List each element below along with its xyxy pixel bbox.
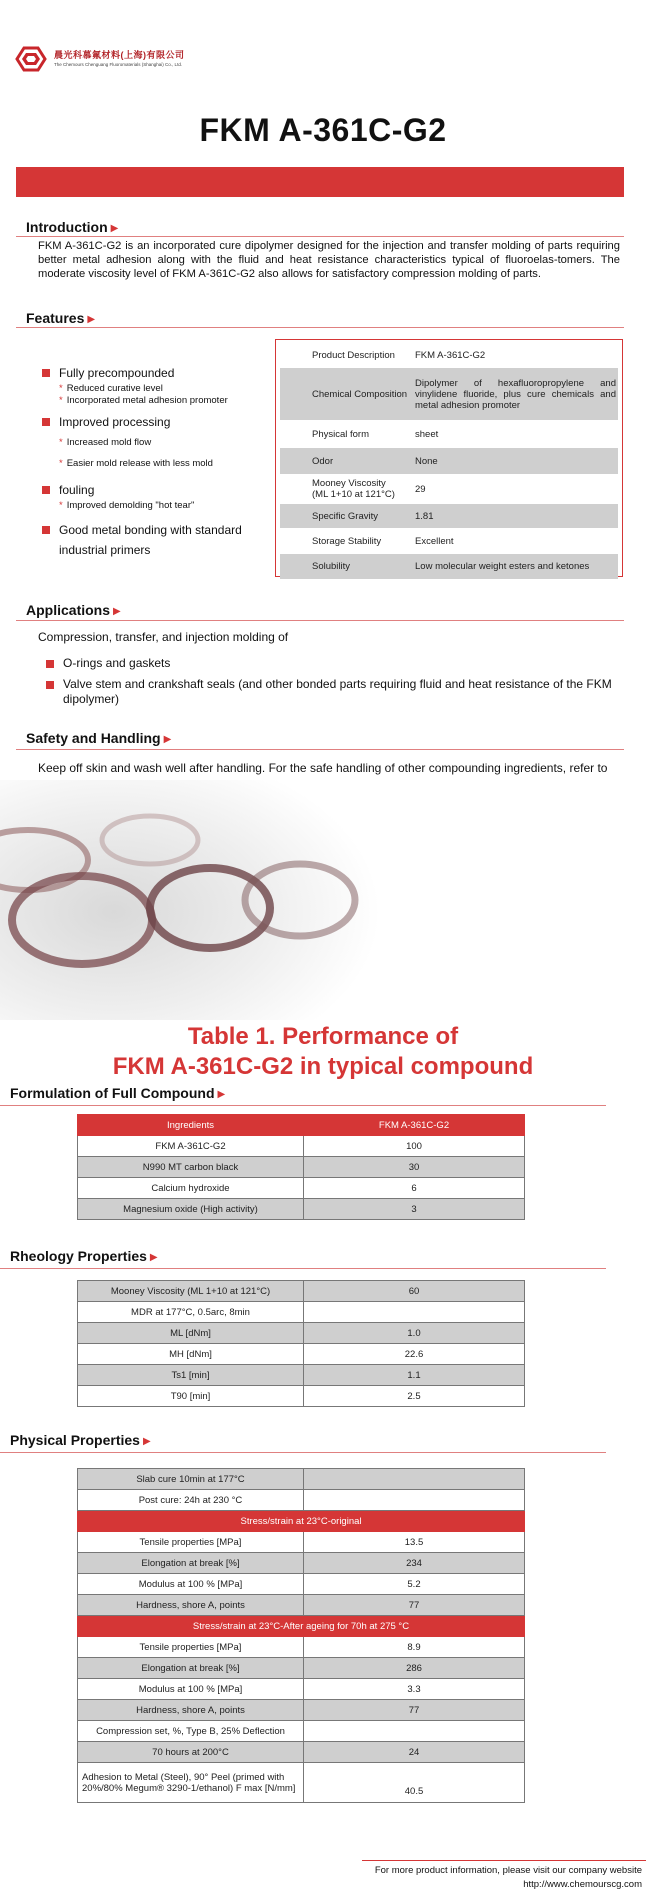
table-row xyxy=(78,1157,525,1178)
page-title: FKM A-361C-G2 xyxy=(199,112,447,148)
feature-label: Fully precompounded xyxy=(59,366,175,380)
application-item xyxy=(46,656,616,671)
table-cell: Modulus at 100 % [MPa] xyxy=(78,1679,304,1700)
table-cell: T90 [min] xyxy=(78,1386,304,1407)
divider xyxy=(16,327,624,328)
table-cell: 8.9 xyxy=(304,1637,525,1658)
bullet-icon xyxy=(42,369,50,377)
arrow-right-icon: ▶ xyxy=(163,734,172,745)
safety-heading xyxy=(26,730,171,746)
info-value: Excellent xyxy=(415,535,454,547)
info-row xyxy=(280,474,618,504)
bullet-icon xyxy=(46,660,54,668)
table-row xyxy=(78,1323,525,1344)
table-cell: MH [dNm] xyxy=(78,1344,304,1365)
table-cell: N990 MT carbon black xyxy=(78,1157,304,1178)
info-key: Solubility xyxy=(312,561,351,572)
bullet-icon xyxy=(42,486,50,494)
table-row xyxy=(78,1344,525,1365)
table-cell: Elongation at break [%] xyxy=(78,1553,304,1574)
bullet-icon xyxy=(46,681,54,689)
table-cell: 77 xyxy=(304,1700,525,1721)
bullet-icon xyxy=(42,418,50,426)
info-key: Odor xyxy=(312,455,334,467)
table-section-cell: Stress/strain at 23°C-After ageing for 70h at 275 °C xyxy=(78,1616,525,1637)
table-header-cell: Ingredients xyxy=(78,1115,304,1136)
arrow-right-icon: ▶ xyxy=(110,223,119,234)
application-label: Valve stem and crankshaft seals (and other bonded parts requiring fluid and heat resistance of the FKM dipolymer) xyxy=(63,677,612,706)
table-cell xyxy=(304,1721,525,1742)
table-cell: Ts1 [min] xyxy=(78,1365,304,1386)
info-row xyxy=(280,504,618,528)
table-row xyxy=(78,1553,525,1574)
arrow-right-icon: ▶ xyxy=(217,1089,226,1100)
feature-item: fouling * Improved demolding "hot tear" xyxy=(42,481,194,512)
features-heading-label: Features xyxy=(26,310,85,326)
table-cell: 3.3 xyxy=(304,1679,525,1700)
table-cell: 77 xyxy=(304,1595,525,1616)
arrow-right-icon: ▶ xyxy=(149,1252,158,1263)
feature-sub-label: Reduced curative level xyxy=(66,383,163,394)
info-key: Product Description xyxy=(312,350,395,361)
table-cell: Post cure: 24h at 230 °C xyxy=(78,1490,304,1511)
table-cell: Tensile properties [MPa] xyxy=(78,1532,304,1553)
table-cell: Hardness, shore A, points xyxy=(78,1700,304,1721)
table-row xyxy=(78,1637,525,1658)
info-value: sheet xyxy=(415,428,439,440)
footer-divider xyxy=(362,1860,646,1861)
introduction-heading-label: Introduction xyxy=(26,219,108,235)
footer-website-link[interactable]: http://www.chemourscg.com xyxy=(523,1879,642,1890)
table-section-row xyxy=(78,1616,525,1637)
feature-item: Improved processing * Increased mold flow * Easier mold release with less mold xyxy=(42,413,213,470)
info-row xyxy=(280,554,618,579)
table-section-row xyxy=(78,1511,525,1532)
introduction-heading xyxy=(26,219,118,235)
table-cell: 13.5 xyxy=(304,1532,525,1553)
formulation-heading-label: Formulation of Full Compound xyxy=(10,1085,215,1101)
arrow-right-icon: ▶ xyxy=(87,314,96,325)
table-cell: ML [dNm] xyxy=(78,1323,304,1344)
arrow-right-icon: ▶ xyxy=(142,1436,151,1447)
table-row xyxy=(78,1302,525,1323)
table-row xyxy=(78,1595,525,1616)
rheology-heading xyxy=(10,1248,158,1264)
info-value: 29 xyxy=(415,483,426,495)
table-title-line: Table 1. Performance of xyxy=(187,1023,459,1050)
table-cell: MDR at 177°C, 0.5arc, 8min xyxy=(78,1302,304,1323)
table-row xyxy=(78,1742,525,1763)
table-row xyxy=(78,1281,525,1302)
table-row xyxy=(78,1574,525,1595)
feature-label: fouling xyxy=(59,483,95,497)
table-cell xyxy=(304,1302,525,1323)
info-row xyxy=(280,448,618,474)
physical-table xyxy=(77,1468,525,1803)
info-key: Mooney Viscosity xyxy=(312,478,386,489)
table-cell: Adhesion to Metal (Steel), 90° Peel (primed with 20%/80% Megum® 3290-1/ethanol) F max [N/mm] xyxy=(78,1763,304,1803)
info-value: Low molecular weight esters and ketones xyxy=(415,561,590,572)
feature-label: Improved processing xyxy=(59,415,171,429)
table-row xyxy=(78,1365,525,1386)
table-cell: Calcium hydroxide xyxy=(78,1178,304,1199)
company-logo xyxy=(14,44,185,74)
rheology-heading-label: Rheology Properties xyxy=(10,1248,147,1264)
rheology-table xyxy=(77,1280,525,1407)
feature-label: Good metal bonding with standard xyxy=(59,523,242,537)
bullet-icon xyxy=(42,526,50,534)
table-cell: Slab cure 10min at 177°C xyxy=(78,1469,304,1490)
table-cell: 6 xyxy=(304,1178,525,1199)
table-cell: 30 xyxy=(304,1157,525,1178)
applications-intro: Compression, transfer, and injection molding of xyxy=(38,630,289,644)
info-value: FKM A-361C-G2 xyxy=(415,350,486,361)
introduction-text: FKM A-361C-G2 is an incorporated cure dipolymer designed for the injection and transfer molding of parts requiring better metal adhesion along with the fluid and heat resistance characteristics typical of fluoroelas-tomers. The moderate viscosity level of FKM A-361C-G2 also allows for satisfactory compression molding of parts. xyxy=(38,240,620,280)
company-logo-icon xyxy=(14,45,48,73)
physical-heading-label: Physical Properties xyxy=(10,1432,140,1448)
table-row xyxy=(78,1386,525,1407)
safety-text: Keep off skin and wash well after handling. For the safe handling of other compounding ingredients, refer to xyxy=(38,761,608,775)
table-cell: Tensile properties [MPa] xyxy=(78,1637,304,1658)
divider xyxy=(16,236,624,237)
feature-sub-label: Incorporated metal adhesion promoter xyxy=(66,395,228,406)
info-row xyxy=(280,420,618,448)
company-name-cn: 晨光科慕氟材料(上海)有限公司 xyxy=(54,50,185,60)
feature-sub-label: Easier mold release with less mold xyxy=(66,458,213,469)
table-cell: 60 xyxy=(304,1281,525,1302)
physical-heading xyxy=(10,1432,151,1448)
table-cell: Mooney Viscosity (ML 1+10 at 121°C) xyxy=(78,1281,304,1302)
info-value: 1.81 xyxy=(415,510,434,522)
table-row xyxy=(78,1679,525,1700)
table-cell: 70 hours at 200°C xyxy=(78,1742,304,1763)
info-value: Dipolymer of hexafluoropropylene and vinylidene fluoride, plus cure chemicals and metal adhesion promoter xyxy=(415,377,616,411)
info-row xyxy=(280,368,618,420)
feature-sub-label: Improved demolding "hot tear" xyxy=(66,500,195,511)
formulation-heading xyxy=(10,1085,225,1101)
table-cell xyxy=(304,1490,525,1511)
table-cell: 100 xyxy=(304,1136,525,1157)
table-title xyxy=(0,1022,646,1082)
table-cell xyxy=(304,1469,525,1490)
table-cell: 234 xyxy=(304,1553,525,1574)
table-cell: Hardness, shore A, points xyxy=(78,1595,304,1616)
company-name-en: The Chemours Chenguang Fluoromaterials (Shanghai) Co., Ltd. xyxy=(54,62,183,67)
safety-heading-label: Safety and Handling xyxy=(26,730,161,746)
feature-item: Fully precompounded * Reduced curative level * Incorporated metal adhesion promoter xyxy=(42,364,228,407)
info-key: (ML 1+10 at 121°C) xyxy=(312,489,395,500)
info-key: Physical form xyxy=(312,428,370,440)
applications-heading-label: Applications xyxy=(26,602,111,618)
features-heading xyxy=(26,310,95,326)
table-cell: Elongation at break [%] xyxy=(78,1658,304,1679)
info-value: None xyxy=(415,455,438,467)
info-row xyxy=(280,343,618,368)
table-cell: Magnesium oxide (High activity) xyxy=(78,1199,304,1220)
info-key: Chemical Composition xyxy=(312,388,408,400)
divider xyxy=(0,1452,606,1453)
feature-sub-label: Increased mold flow xyxy=(66,437,152,448)
application-label: O-rings and gaskets xyxy=(63,656,171,670)
table-row xyxy=(78,1469,525,1490)
table-title-line: FKM A-361C-G2 in typical compound xyxy=(112,1053,534,1080)
table-cell: 24 xyxy=(304,1742,525,1763)
table-cell: 40.5 xyxy=(304,1763,525,1803)
o-rings-image xyxy=(0,780,380,1020)
table-section-cell: Stress/strain at 23°C-original xyxy=(78,1511,525,1532)
table-cell: 286 xyxy=(304,1658,525,1679)
table-row xyxy=(78,1700,525,1721)
divider xyxy=(0,1105,606,1106)
feature-item xyxy=(42,521,242,560)
table-cell: FKM A-361C-G2 xyxy=(78,1136,304,1157)
table-header-cell: FKM A-361C-G2 xyxy=(304,1115,525,1136)
table-cell: 3 xyxy=(304,1199,525,1220)
feature-label: industrial primers xyxy=(59,543,151,557)
table-row xyxy=(78,1490,525,1511)
application-item xyxy=(46,677,621,707)
table-row xyxy=(78,1721,525,1742)
formulation-table xyxy=(77,1114,525,1220)
table-row xyxy=(78,1136,525,1157)
table-row xyxy=(78,1199,525,1220)
table-cell: Compression set, %, Type B, 25% Deflection xyxy=(78,1721,304,1742)
info-row xyxy=(280,528,618,554)
table-cell: 2.5 xyxy=(304,1386,525,1407)
product-info-table xyxy=(275,339,623,577)
table-row xyxy=(78,1178,525,1199)
table-cell: 1.0 xyxy=(304,1323,525,1344)
table-row xyxy=(78,1658,525,1679)
divider xyxy=(16,620,624,621)
divider xyxy=(0,1268,606,1269)
table-header-row xyxy=(78,1115,525,1136)
table-cell: Modulus at 100 % [MPa] xyxy=(78,1574,304,1595)
table-row xyxy=(78,1763,525,1803)
info-key: Storage Stability xyxy=(312,535,382,547)
footer-text: For more product information, please visit our company website xyxy=(374,1865,642,1876)
arrow-right-icon: ▶ xyxy=(113,606,121,617)
applications-heading xyxy=(26,602,121,618)
table-cell: 22.6 xyxy=(304,1344,525,1365)
table-cell: 5.2 xyxy=(304,1574,525,1595)
title-band xyxy=(16,167,624,197)
divider xyxy=(16,749,624,750)
table-row xyxy=(78,1532,525,1553)
table-cell: 1.1 xyxy=(304,1365,525,1386)
info-key: Specific Gravity xyxy=(312,510,378,522)
